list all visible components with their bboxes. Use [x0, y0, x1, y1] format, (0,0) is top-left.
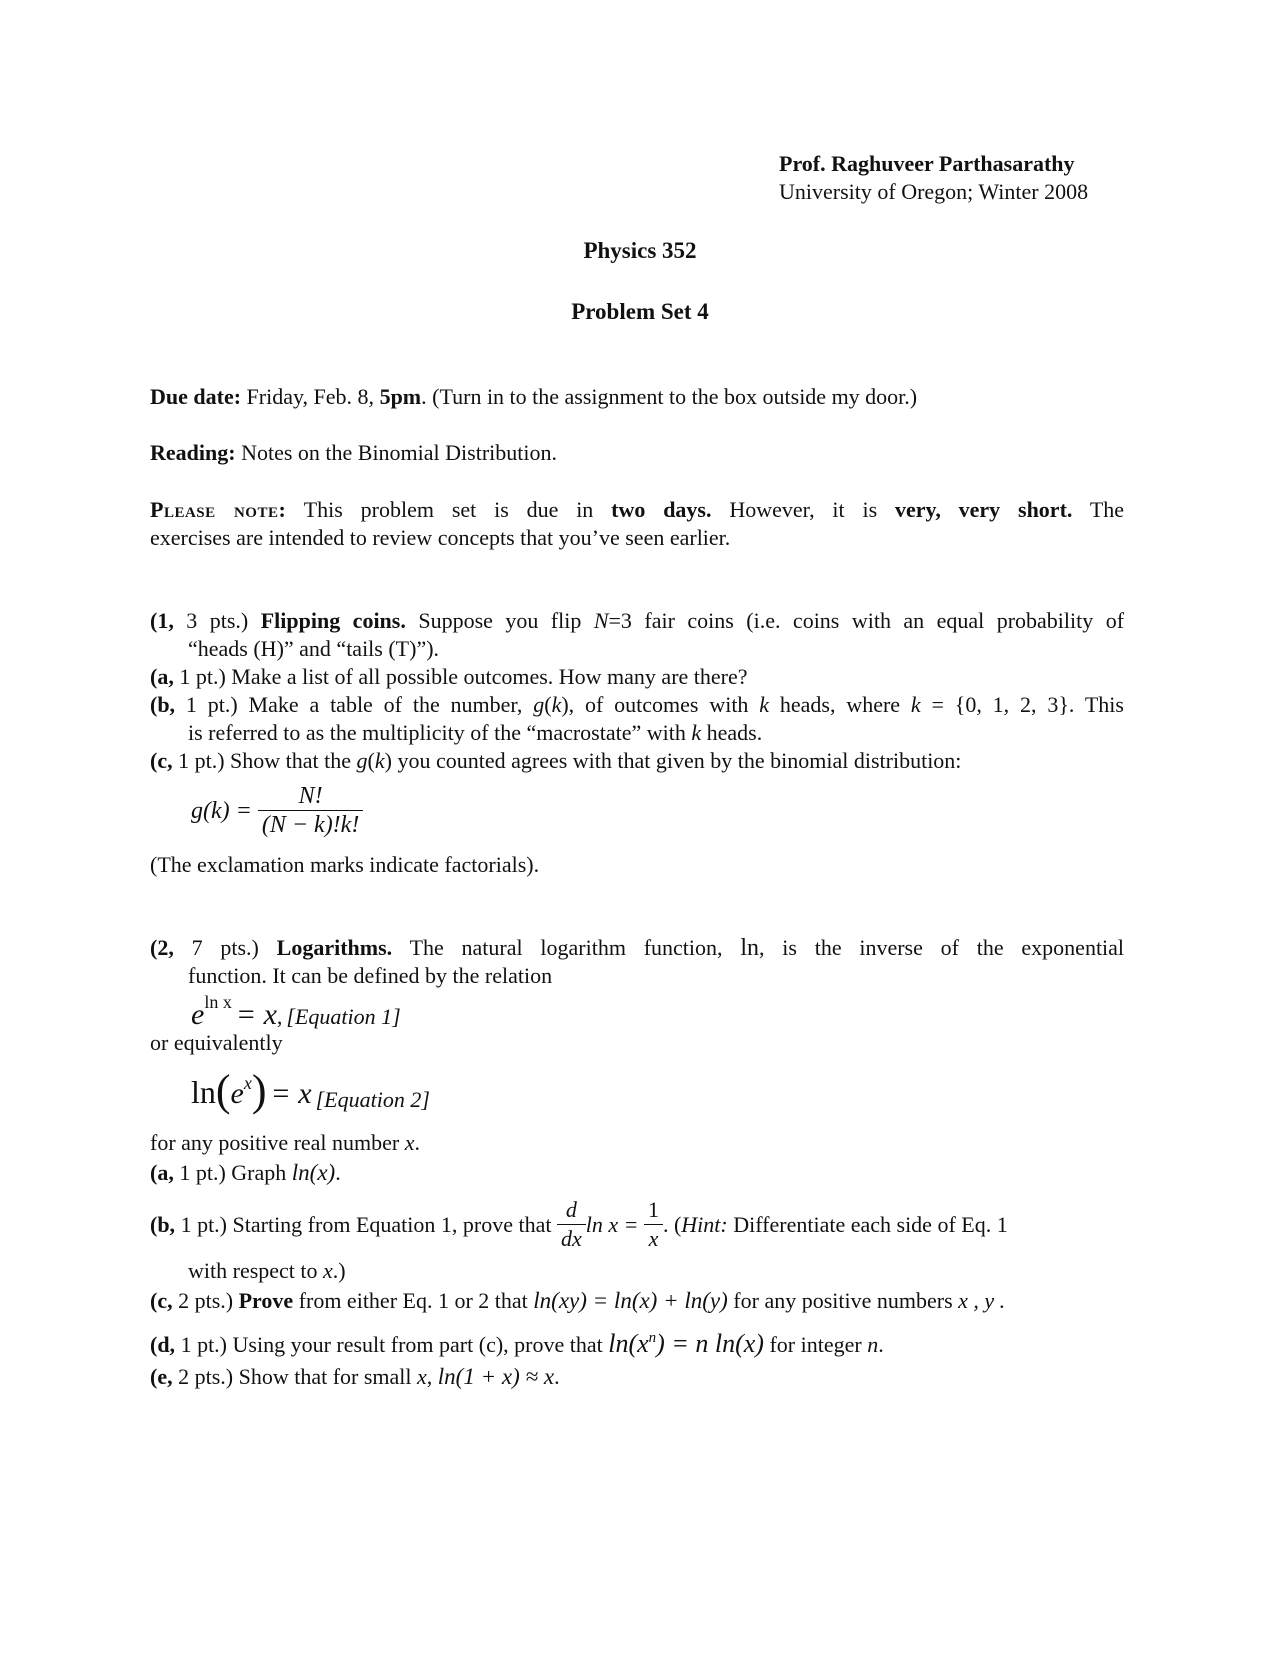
- reading-line: [150, 439, 557, 467]
- eq2-base: e: [230, 1077, 244, 1110]
- p2d-n: n: [867, 1332, 879, 1357]
- p2b-hint-open: . (: [662, 1211, 682, 1237]
- p2b-text-1: Starting from Equation 1, prove that: [232, 1211, 552, 1237]
- due-time: 5pm: [379, 384, 422, 409]
- p1c-number: (c,: [150, 748, 173, 773]
- p2e-comma: ,: [426, 1364, 433, 1389]
- p2b-points: 1 pt.): [180, 1211, 228, 1237]
- p2e-points: 2 pts.): [178, 1364, 234, 1389]
- eq2-right-paren: ): [251, 1066, 267, 1115]
- note-bold-1: two days.: [611, 497, 712, 522]
- p2b-one-over-x: [644, 1196, 663, 1253]
- p1b-text-1: Make a table of the number,: [248, 692, 523, 717]
- p1a-points: 1 pt.): [179, 664, 226, 689]
- note-line-1: [150, 496, 1124, 524]
- p2b-hint: [663, 1211, 1008, 1239]
- p2b-end: .): [332, 1258, 346, 1283]
- note-text-3: The: [1089, 497, 1125, 522]
- problem-2e: [150, 1363, 560, 1391]
- problem-2c: [150, 1287, 1005, 1315]
- problem-1b-line-2: [188, 719, 762, 747]
- p2-text-2: , is the inverse of the exponential: [758, 935, 1125, 960]
- p2c-points: 2 pts.): [178, 1288, 234, 1313]
- p1c-k: k: [374, 748, 385, 773]
- problem-1b-line-1: (b, 1 pt.) Make a table of the number, g(k), of outcomes with k heads, where k = {0, 1, 2, 3}. This: [150, 692, 1124, 717]
- formula-numerator: N!: [258, 782, 363, 811]
- p1b-k-4: k: [691, 720, 702, 745]
- p1a-text: Make a list of all possible outcomes. How many are there?: [231, 664, 748, 689]
- p1c-text-2: ) you counted agrees with that given by the binomial distribution:: [384, 748, 962, 773]
- assignment-title: Problem Set 4: [571, 299, 709, 324]
- p1-points: 3 pts.): [186, 608, 249, 633]
- formula-denominator: (N − k)!k!: [261, 812, 360, 838]
- p2-number: (2,: [150, 935, 174, 960]
- p2b-d: d: [557, 1196, 586, 1225]
- affiliation: University of Oregon; Winter 2008: [779, 179, 1089, 204]
- p2b-lnx: ln x =: [585, 1211, 639, 1237]
- formula-fraction: [258, 782, 363, 839]
- p2d-text-1: Using your result from part (c), prove that: [232, 1332, 603, 1357]
- p1-text-2: =3 fair coins (i.e. coins with an equal probability of: [608, 608, 1125, 633]
- eq2-tag: [Equation 2]: [315, 1087, 430, 1112]
- equation-2: [191, 1063, 430, 1119]
- due-text-1: Friday, Feb. 8,: [246, 384, 380, 409]
- problem-2d: [150, 1330, 884, 1362]
- problem-2a: [150, 1159, 341, 1187]
- p1-number: (1,: [150, 608, 174, 633]
- p1b-line2-a: is referred to as the multiplicity of the “macrostate” with: [188, 720, 686, 745]
- p2d-end: .: [878, 1332, 884, 1357]
- p1b-text-4: = {0, 1, 2, 3}. This: [931, 692, 1124, 717]
- problem-2-line-1: [150, 934, 1124, 962]
- p2e-number: (e,: [150, 1364, 173, 1389]
- p2e-x: x: [417, 1364, 427, 1389]
- p2d-expr: ln(x: [608, 1329, 649, 1358]
- note-text-1: This problem set is due in: [303, 497, 594, 522]
- reading-label: Reading:: [150, 440, 236, 465]
- p1c-points: 1 pt.): [178, 748, 225, 773]
- p2-ln: ln: [740, 935, 759, 961]
- p1c-g: g: [356, 748, 368, 773]
- p2a-expr: ln(x): [291, 1160, 336, 1185]
- p2d-sup: n: [648, 1330, 657, 1346]
- p2b-line2: with respect to: [188, 1258, 318, 1283]
- course-title: Physics 352: [583, 238, 697, 263]
- p2d-points: 1 pt.): [180, 1332, 228, 1357]
- due-date-line: [150, 383, 917, 411]
- eq1-superscript: ln x: [204, 992, 232, 1012]
- problem-1-line-1: [150, 607, 1124, 635]
- p2d-text-2: for integer: [769, 1332, 862, 1357]
- p2b-line2-x: x: [323, 1258, 333, 1283]
- binomial-formula: [191, 782, 363, 839]
- p1b-k: k: [551, 692, 562, 717]
- p1b-text-3: heads, where: [779, 692, 901, 717]
- eq1-rhs: = x: [235, 998, 277, 1031]
- due-text-2: . (Turn in to the assignment to the box outside my door.): [421, 384, 918, 409]
- problem-2b-line-1: [150, 1196, 1124, 1256]
- problem-1c: (c, 1 pt.) Show that the g(k) you counted agrees with that given by the binomial distribution:: [150, 748, 962, 773]
- note-label: Please note:: [150, 497, 287, 522]
- p2b-x: x: [648, 1226, 659, 1251]
- p2b-one: 1: [644, 1196, 663, 1225]
- p2a-number: (a,: [150, 1160, 174, 1185]
- p2a-points: 1 pt.): [179, 1160, 226, 1185]
- p2c-expr: ln(xy) = ln(x) + ln(y): [533, 1288, 728, 1313]
- eq2-left-paren: (: [215, 1066, 231, 1115]
- p2-topic: Logarithms.: [276, 935, 393, 960]
- p2e-text-1: Show that for small: [238, 1364, 412, 1389]
- p1b-text-2: ), of outcomes with: [561, 692, 749, 717]
- eq1-tag: [Equation 1]: [286, 1004, 401, 1029]
- p1b-g: g: [533, 692, 545, 717]
- p2b-lead: [150, 1211, 551, 1239]
- p1b-points: 1 pt.): [185, 692, 238, 717]
- p1-text-1: Suppose you flip: [418, 608, 582, 633]
- author-name: Prof. Raghuveer Parthasarathy: [779, 151, 1075, 176]
- p2d-expr-2: ) = n ln(x): [656, 1329, 764, 1358]
- reading-text: Notes on the Binomial Distribution.: [241, 440, 557, 465]
- eq2-superscript: x: [243, 1073, 252, 1093]
- p2a-end: .: [335, 1160, 341, 1185]
- eq2-rhs: = x: [270, 1077, 312, 1110]
- p2b-dx: dx: [560, 1226, 582, 1251]
- p1-topic: Flipping coins.: [260, 608, 406, 633]
- p1b-number: (b,: [150, 692, 176, 717]
- eq1-comma: ,: [276, 1004, 283, 1029]
- due-label: Due date:: [150, 384, 242, 409]
- p1a-number: (a,: [150, 664, 174, 689]
- problem-2b-line-2: [188, 1257, 346, 1285]
- p1b-line2-b: heads.: [706, 720, 763, 745]
- p1b-k-2: k: [759, 692, 770, 717]
- note-line-2: exercises are intended to review concepts that you’ve seen earlier.: [150, 525, 731, 550]
- p2a-text: Graph: [231, 1160, 287, 1185]
- forany-text: for any positive real number: [150, 1130, 400, 1155]
- p2e-end: .: [554, 1364, 560, 1389]
- p2c-text-1: from either Eq. 1 or 2 that: [298, 1288, 528, 1313]
- p1b-k-3: k: [910, 692, 921, 717]
- p1c-text-1: Show that the: [230, 748, 352, 773]
- p2b-hint-text: Differentiate each side of Eq. 1: [733, 1211, 1008, 1237]
- p2c-vars: x , y .: [958, 1288, 1006, 1313]
- factorial-note: (The exclamation marks indicate factorials).: [150, 852, 540, 877]
- p2c-prove: Prove: [238, 1288, 294, 1313]
- p2-text-1: The natural logarithm function,: [409, 935, 723, 960]
- p2b-d-dx: [557, 1196, 586, 1253]
- forany-period: .: [414, 1130, 421, 1155]
- formula-lhs: g(k) =: [191, 797, 252, 824]
- p1-N: N: [593, 608, 609, 633]
- p2d-number: (d,: [150, 1332, 176, 1357]
- p2c-number: (c,: [150, 1288, 173, 1313]
- p2e-expr: ln(1 + x) ≈ x: [437, 1364, 555, 1389]
- forany-x: x: [404, 1130, 415, 1155]
- problem-2-line-2: function. It can be defined by the relation: [188, 963, 553, 988]
- problem-1-line-2: “heads (H)” and “tails (T)”).: [188, 636, 440, 661]
- p2c-text-2: for any positive numbers: [733, 1288, 953, 1313]
- problem-1a: [150, 663, 748, 691]
- eq2-ln: ln: [191, 1074, 216, 1110]
- or-equivalently: or equivalently: [150, 1030, 283, 1055]
- note-text-2: However, it is: [729, 497, 878, 522]
- p2b-number: (b,: [150, 1211, 176, 1237]
- eq1-base: e: [191, 998, 205, 1031]
- p2-points: 7 pts.): [191, 935, 259, 960]
- note-bold-2: very, very short.: [895, 497, 1073, 522]
- for-any-positive: [150, 1129, 420, 1157]
- p2b-hint-label: Hint:: [681, 1211, 728, 1237]
